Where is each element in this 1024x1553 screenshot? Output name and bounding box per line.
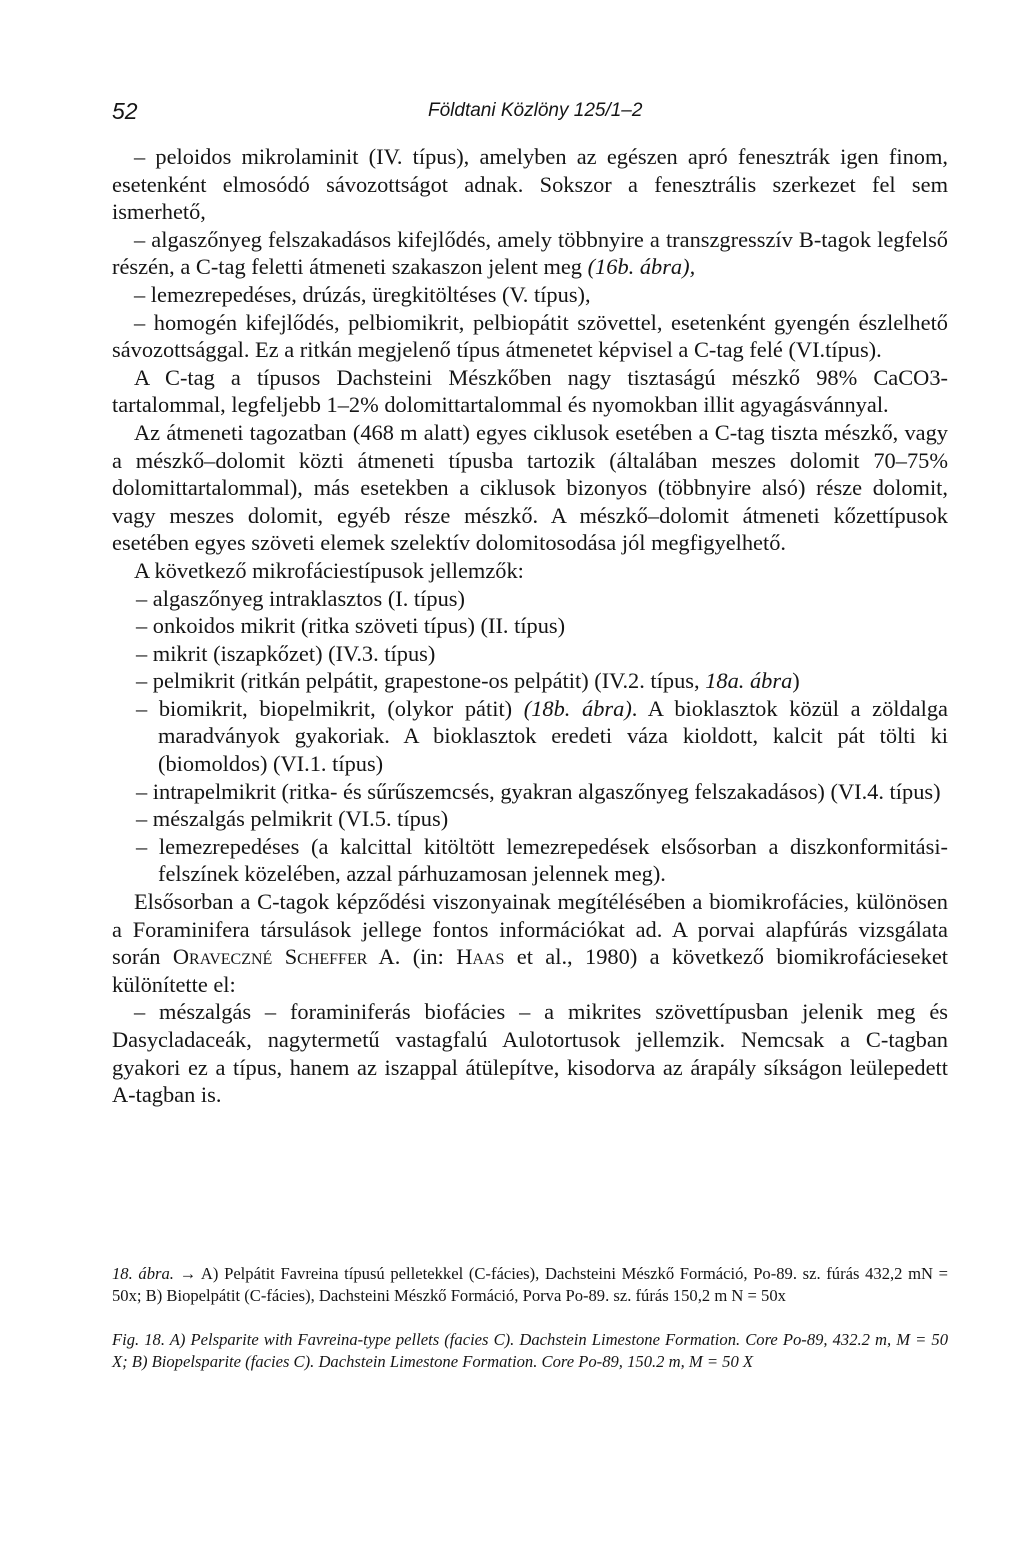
paragraph-meszalgas: – mészalgás – foraminiferás biofácies – a mikrites szövettípusban jelenik meg és Dasycladaceák, nagytermetű vastagfalú Aulotortusok jellemzik. Nemcsak a C-tagban gyakori ez a típus, hanem az iszappal átülepítve, kisodorva az árapály síkságon leülepedett A-tagban is.: [112, 999, 948, 1108]
paragraph-peloidos: – peloidos mikrolaminit (IV. típus), amelyben az egészen apró fenesztrák igen finom, esetenként elmosódó sávozottságot adnak. Sokszor a fenesztrális szerkezet fel sem ismerhető,: [112, 144, 948, 225]
paragraph-lemezrepedeses: – lemezrepedéses, drúzás, üregkitöltéses (V. típus),: [134, 281, 591, 307]
figure-captions: [112, 1263, 948, 1372]
text-run: et al., 1980) a következő biomikrofácieseket különítette el:: [112, 944, 948, 997]
author-name: Oraveczné Scheffer: [172, 944, 368, 970]
page-number: 52: [112, 98, 138, 124]
caption-text: A) Pelpátit Favreina típusú pelletekkel (C-fácies), Dachsteini Mészkő Formáció, Po-89. sz. fúrás 432,2 mN = 50x; B) Biopelpátit (C-fácies), Dachsteini Mészkő Formáció, Porva Po-89. sz. fúrás 150,2 m N = 50x: [112, 1264, 949, 1305]
figure-ref: (16b. ábra),: [587, 254, 696, 280]
list-item: [112, 667, 948, 695]
list-item: – mikrit (iszapkőzet) (IV.3. típus): [136, 640, 436, 666]
list-item: – onkoidos mikrit (ritka szöveti típus) (II. típus): [136, 613, 566, 639]
paragraph-atmeneti-tagozat: Az átmeneti tagozatban (468 m alatt) egyes ciklusok esetében a C-tag tiszta mészkő, vagy a mészkő–dolomit közti átmeneti típusba tartozik (általában meszes dolomit 70–75% dolomittartalommal), más esetekben a ciklusok bizonyos (többnyire alsó) része dolomit, vagy meszes dolomit, egyéb része mészkő. A mészkő–dolomit átmeneti kőzettípusok esetében egyes szöveti elemek szelektív dolomitosodása jól megfigyelhető.: [112, 419, 948, 556]
list-item: [112, 695, 948, 778]
paragraph-mikrofacies-intro: A következő mikrofáciestípusok jellemzők:: [134, 557, 524, 583]
list-item: – intrapelmikrit (ritka- és sűrűszemcsés, gyakran algaszőnyeg felszakadásos) (VI.4. típus): [136, 778, 941, 804]
arrow-icon: →: [179, 1264, 197, 1283]
paragraph-algaszonyeg: [112, 226, 948, 281]
list-item: – mészalgás pelmikrit (VI.5. típus): [136, 806, 449, 832]
author-name: Haas: [456, 944, 505, 970]
text-run: – biomikrit, biopelmikrit, (olykor pátit): [136, 695, 524, 721]
body-text: [112, 143, 948, 1109]
text-run: – pelmikrit (ritkán pelpátit, grapestone-os pelpátit) (IV.2. típus,: [136, 668, 706, 694]
journal-title: Földtani Közlöny 125/1–2: [428, 100, 643, 121]
paragraph-c-tag: A C-tag a típusos Dachsteini Mészkőben nagy tisztaságú mészkő 98% CaCO3-tartalommal, legfeljebb 1–2% dolomittartalommal és nyomokban illit agyagásvánnyal.: [112, 364, 948, 418]
list-item: – algaszőnyeg intraklasztos (I. típus): [136, 585, 465, 611]
list-item: – lemezrepedéses (a kalcittal kitöltött lemezrepedések elsősorban a diszkonformitási-felszínek közelében, azzal párhuzamosan jelennek meg).: [136, 833, 948, 887]
figure-ref: (18b. ábra): [523, 695, 632, 721]
paragraph-biomikrofacies: [112, 888, 948, 998]
text-run: . A bioklasztok közül a zöldalga maradványok gyakoriak. A bioklasztok eredeti váza kioldott, kalcit pát tölti ki (biomoldos) (VI.1. típus): [158, 695, 948, 777]
paragraph-homogen: – homogén kifejlődés, pelbiomikrit, pelbiopátit szövettel, esetenként gyengén észlelhető sávozottsággal. Ez a ritkán megjelenő típus átmenetet képvisel a C-tag felé (VI.típus).: [112, 309, 948, 363]
running-header: [112, 98, 944, 130]
caption-hungarian: [112, 1263, 948, 1306]
text-run: A. (in:: [367, 944, 457, 970]
figure-ref: 18a. ábra: [705, 668, 793, 694]
text-run: ): [792, 668, 800, 694]
caption-label: 18. ábra.: [112, 1264, 174, 1283]
caption-english: Fig. 18. A) Pelsparite with Favreina-type pellets (facies C). Dachstein Limestone Formation. Core Po-89, 432.2 m, M = 50 X; B) Biopelsparite (facies C). Dachstein Limestone Formation. Core Po-89, 150.2 m, M = 50 X: [112, 1330, 948, 1371]
text-run: Elsősorban a C-tagok képződési viszonyainak megítélésében a biomikrofácies, különösen a Foraminifera társulások jellege fontos információkat ad. A porvai alapfúrás vizsgálata során: [112, 889, 948, 970]
text-run: – algaszőnyeg felszakadásos kifejlődés, amely többnyire a transzgresszív B-tagok legfelső részén, a C-tag feletti átmeneti szakaszon jelent meg: [112, 226, 948, 280]
